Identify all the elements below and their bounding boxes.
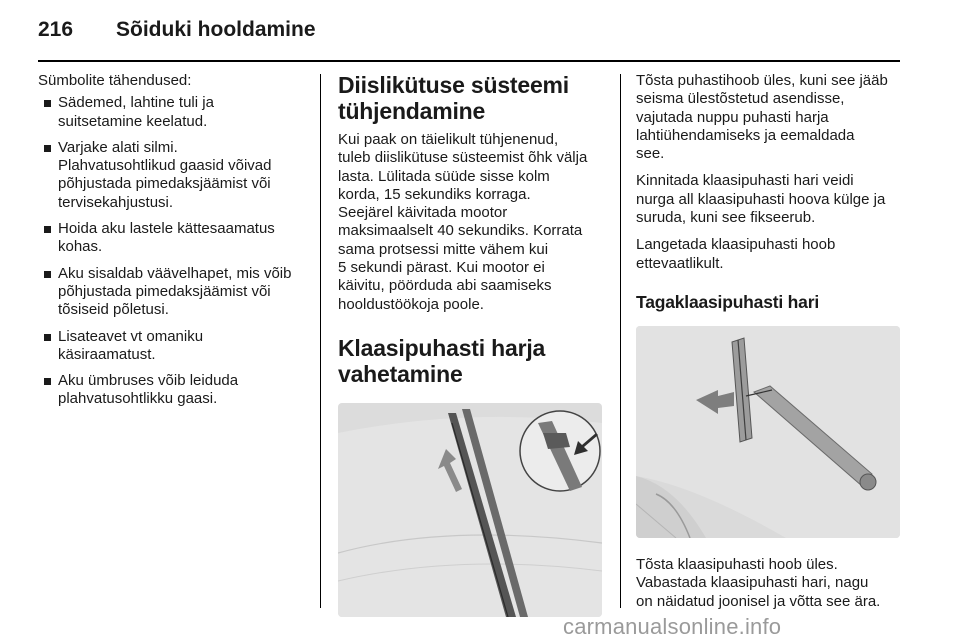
list-item: [38, 265, 306, 320]
symbol-list: [38, 94, 306, 408]
bullet-square-icon: [44, 226, 51, 233]
text-line: ettevaatlikult.: [636, 254, 724, 272]
wiper-step-2: [636, 172, 904, 227]
text-line: korda, 15 sekundiks korraga.: [338, 185, 531, 203]
text-line: Kui paak on täielikult tühjenenud,: [338, 131, 559, 148]
bullet-line: Plahvatusohtlikud gaasid võivad: [58, 157, 272, 175]
column-2: [338, 72, 606, 617]
heading-line: vahetamine: [338, 360, 463, 387]
bullet-line: kohas.: [58, 238, 103, 256]
text-line: maksimaalselt 40 sekundiks. Korrata: [338, 222, 583, 240]
page-title: Sõiduki hooldamine: [116, 18, 316, 41]
bullet-line: tervisekahjustusi.: [58, 193, 174, 211]
list-item: [38, 328, 306, 365]
bullet-line: põhjustada pimedaksjäämist või: [58, 282, 271, 300]
bullet-line: Aku ümbruses võib leiduda: [58, 372, 239, 390]
bullet-line: käsiraamatust.: [58, 345, 156, 363]
bullet-square-icon: [44, 334, 51, 341]
list-item: [38, 372, 306, 409]
text-line: suruda, kuni see fikseerub.: [636, 209, 816, 227]
text-line: seisma ülestõstetud asendisse,: [636, 90, 845, 108]
bullet-line: tõsiseid põletusi.: [58, 301, 169, 319]
diesel-paragraph: [338, 131, 606, 314]
list-item: [38, 220, 306, 257]
list-item: [38, 139, 306, 212]
text-line: nurga all klaasipuhasti hoova külge ja: [636, 190, 886, 208]
heading-rear-wiper: Tagaklaasipuhasti hari: [636, 291, 819, 312]
bullet-line: Aku sisaldab väävelhapet, mis võib: [58, 264, 292, 282]
column-1: [38, 72, 306, 417]
text-line: vajutada nuppu puhasti harja: [636, 108, 829, 126]
text-line: Kinnitada klaasipuhasti hari veidi: [636, 172, 854, 190]
text-line: 5 sekundi pärast. Kui mootor ei: [338, 259, 545, 277]
front-wiper-illustration: [338, 403, 602, 617]
heading-line: Klaasipuhasti harja: [338, 334, 546, 361]
bullet-line: Lisateavet vt omaniku: [58, 327, 204, 345]
text-line: hooldustöökoja poole.: [338, 295, 484, 313]
bullet-square-icon: [44, 378, 51, 385]
symbols-intro: Sümbolite tähendused:: [38, 72, 192, 89]
text-line: tuleb diislikütuse süsteemist õhk välja: [338, 149, 588, 167]
rear-wiper-paragraph: [636, 556, 904, 611]
header-rule: [38, 60, 900, 62]
heading-diesel-system: [338, 72, 606, 124]
heading-line: Diislikütuse süsteemi: [338, 72, 569, 98]
bullet-square-icon: [44, 145, 51, 152]
text-line: Tõsta puhastihoob üles, kuni see jääb: [636, 72, 888, 89]
bullet-square-icon: [44, 271, 51, 278]
text-line: lasta. Lülitada süüde sisse kolm: [338, 167, 550, 185]
page-number: 216: [38, 18, 74, 41]
text-line: Tõsta klaasipuhasti hoob üles.: [636, 555, 838, 573]
bullet-line: Hoida aku lastele kättesaamatus: [58, 220, 275, 238]
heading-line: tühjendamine: [338, 98, 486, 124]
text-line: Seejärel käivitada mootor: [338, 204, 508, 222]
front-wiper-drawing: [338, 403, 602, 617]
text-line: lahtiühendamiseks ja eemaldada: [636, 126, 855, 144]
rear-wiper-illustration: [636, 326, 900, 538]
text-line: käivitu, pöörduda abi saamiseks: [338, 277, 552, 295]
heading-wiper-replacement: [338, 335, 606, 387]
text-line: on näidatud joonisel ja võtta see ära.: [636, 592, 881, 610]
text-line: sama protsessi mitte vähem kui: [338, 240, 549, 258]
column-divider-1: [320, 74, 321, 608]
text-line: Vabastada klaasipuhasti hari, nagu: [636, 574, 869, 592]
bullet-line: Sädemed, lahtine tuli ja: [58, 94, 214, 112]
bullet-line: Varjake alati silmi.: [58, 138, 178, 156]
wiper-step-3: [636, 236, 904, 273]
text-line: see.: [636, 145, 665, 163]
column-3: [636, 72, 904, 620]
wiper-step-1: [636, 72, 904, 163]
header-bar: [38, 18, 316, 48]
watermark-text: carmanualsonline.info: [563, 614, 782, 639]
text-line: Langetada klaasipuhasti hoob: [636, 236, 836, 254]
bullet-line: suitsetamine keelatud.: [58, 112, 208, 130]
column-divider-2: [620, 74, 621, 608]
bullet-square-icon: [44, 100, 51, 107]
rear-wiper-drawing: [636, 326, 900, 538]
bullet-line: plahvatusohtlikku gaasi.: [58, 390, 218, 408]
list-item: [38, 94, 306, 131]
bullet-line: põhjustada pimedaksjäämist või: [58, 175, 271, 193]
